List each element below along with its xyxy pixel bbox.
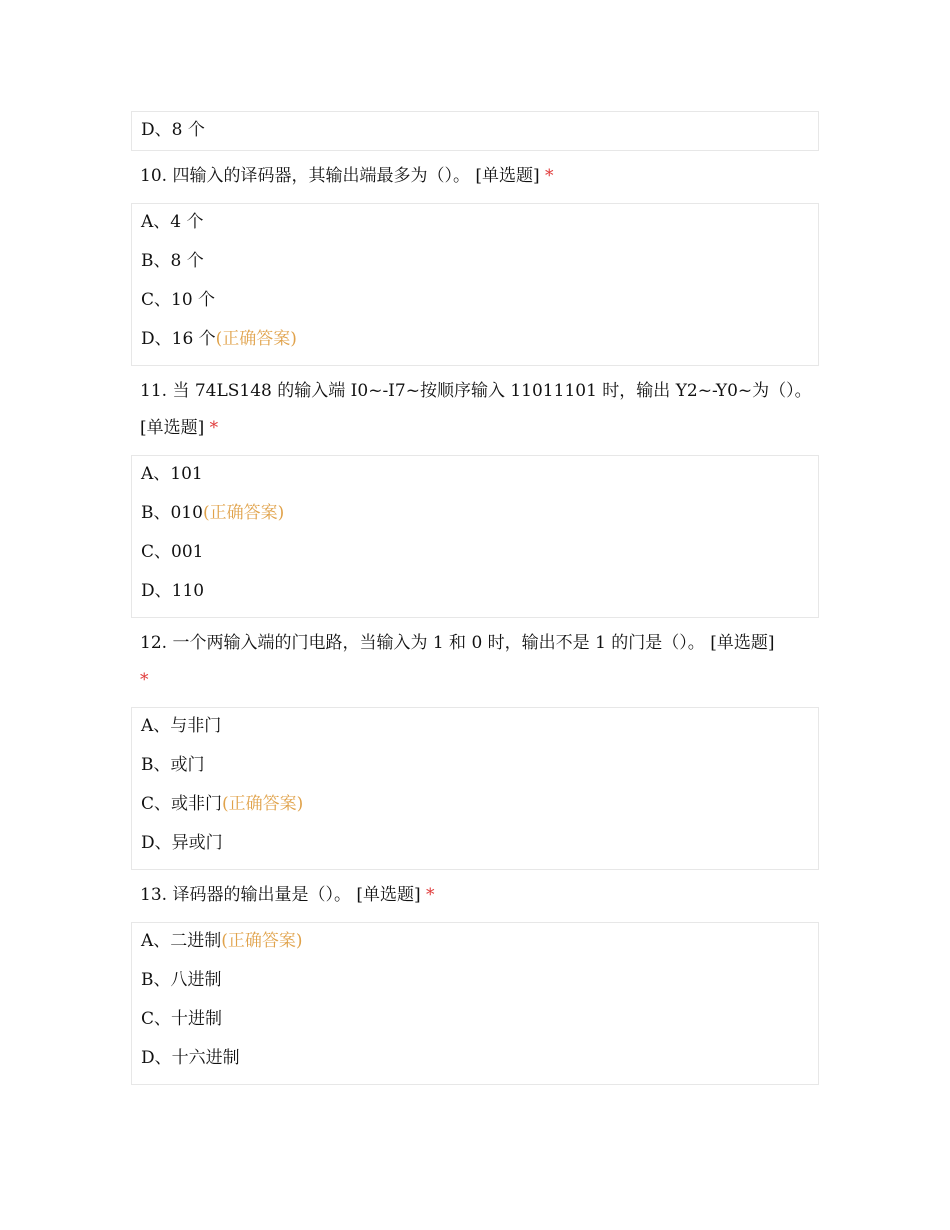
option-list-q12 — [131, 707, 819, 870]
option-label: D、十六进制 — [141, 1048, 240, 1068]
correct-answer-tag: (正确答案) — [221, 931, 303, 951]
option-q10-d[interactable] — [141, 326, 818, 365]
correct-answer-tag: (正确答案) — [222, 794, 304, 814]
option-list-q11 — [131, 455, 819, 618]
option-label: A、二进制 — [141, 931, 222, 951]
question-title-q11 — [131, 366, 819, 455]
option-label: A、101 — [141, 464, 203, 484]
option-label: A、与非门 — [141, 716, 222, 736]
option-q13-a[interactable] — [141, 928, 818, 967]
option-label: B、010 — [141, 503, 203, 523]
question-text: 13. 译码器的输出量是（）。 [单选题] — [140, 885, 421, 905]
option-q13-d[interactable] — [141, 1045, 818, 1084]
correct-answer-tag: (正确答案) — [202, 503, 285, 523]
required-mark: * — [140, 670, 149, 690]
option-label: C、或非门 — [141, 794, 223, 814]
question-title-q10 — [131, 151, 819, 203]
option-q10-c[interactable] — [141, 287, 818, 326]
option-label: A、4 个 — [141, 212, 204, 232]
option-q12-a[interactable] — [141, 713, 818, 752]
option-q12-d[interactable] — [141, 830, 818, 869]
question-text: 11. 当 74LS148 的输入端 I0~-I7~按顺序输入 11011101 时，输出 Y2~-Y0~为（）。 — [140, 381, 812, 401]
option-label: D、110 — [141, 581, 205, 601]
option-list-q9 — [131, 111, 819, 151]
quiz-page — [131, 111, 819, 1085]
question-type: [单选题] — [140, 418, 205, 438]
option-label: B、八进制 — [141, 970, 222, 990]
required-mark: * — [209, 418, 219, 438]
option-label: C、10 个 — [141, 290, 216, 310]
question-text: 12. 一个两输入端的门电路，当输入为 1 和 0 时，输出不是 1 的门是（）。 [单选题] — [140, 633, 775, 653]
option-q11-a[interactable] — [141, 461, 818, 500]
option-label: D、16 个 — [141, 329, 216, 349]
option-label: D、8 个 — [141, 120, 205, 140]
option-list-q13 — [131, 922, 819, 1085]
required-mark: * — [545, 166, 554, 186]
option-q10-b[interactable] — [141, 248, 818, 287]
option-label: D、异或门 — [141, 833, 223, 853]
option-q12-c[interactable] — [141, 791, 818, 830]
option-list-q10 — [131, 203, 819, 366]
question-title-q12 — [131, 618, 819, 707]
option-label: C、001 — [141, 542, 204, 562]
correct-answer-tag: (正确答案) — [215, 329, 297, 349]
option-q11-b[interactable] — [141, 500, 818, 539]
option-label: C、十进制 — [141, 1009, 223, 1029]
question-title-q13 — [131, 870, 819, 922]
option-label: B、8 个 — [141, 251, 204, 271]
option-q11-d[interactable] — [141, 578, 818, 617]
option-q12-b[interactable] — [141, 752, 818, 791]
option-label: B、或门 — [141, 755, 205, 775]
option-q11-c[interactable] — [141, 539, 818, 578]
option-q13-c[interactable] — [141, 1006, 818, 1045]
required-mark: * — [426, 885, 435, 905]
option-q13-b[interactable] — [141, 967, 818, 1006]
question-text: 10. 四输入的译码器，其输出端最多为（）。 [单选题] — [140, 166, 540, 186]
option-q10-a[interactable] — [141, 209, 818, 248]
